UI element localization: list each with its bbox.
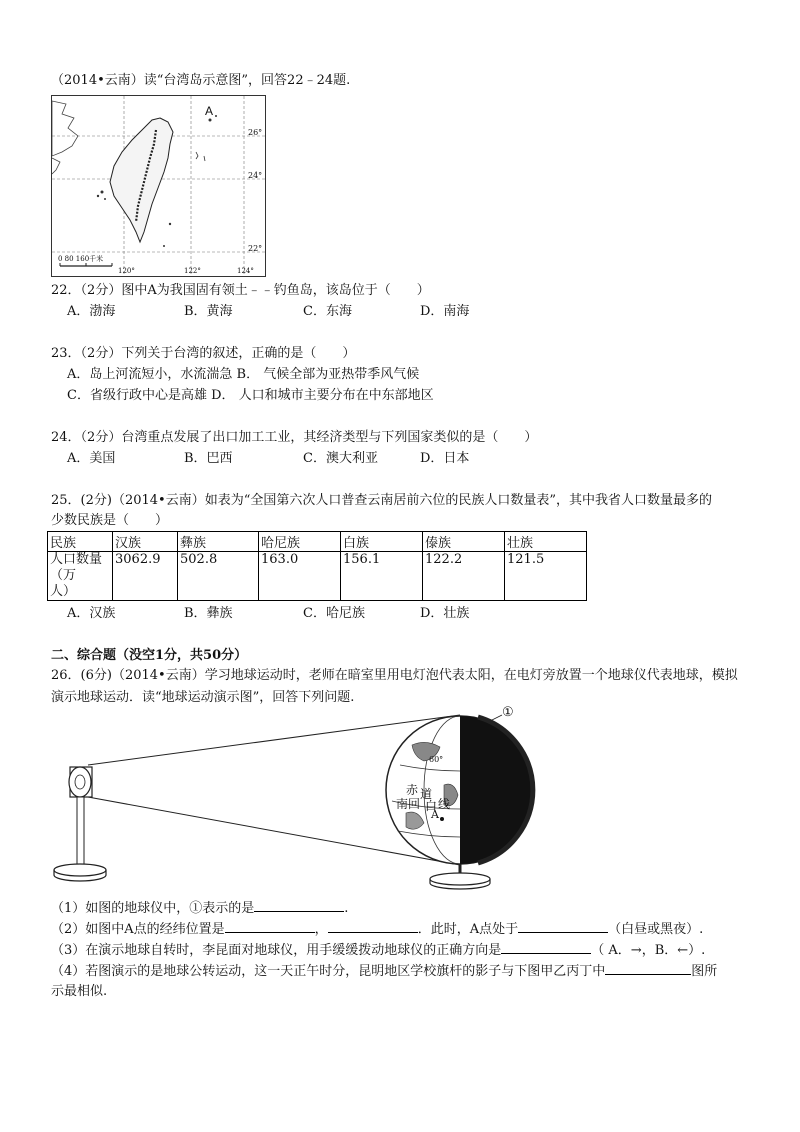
table-header-cell: 傣族 — [423, 532, 505, 552]
earth-motion-drawing — [40, 705, 560, 890]
q25-stem-2: 少数民族是（ ） — [51, 513, 169, 528]
point-a-label: A — [205, 104, 214, 118]
answer-blank-2c[interactable] — [518, 920, 608, 933]
answer-blank-1[interactable] — [254, 899, 344, 912]
table-row-label — [48, 552, 113, 601]
label-tropic: 南回 — [396, 797, 421, 811]
q26-sub2-comma: ， — [314, 922, 328, 937]
q23-option-line-1[interactable]: A．岛上河流短小，水流湍急 B． 气候全部为亚热带季风气候 — [67, 367, 420, 382]
lon-label-122: 122° — [184, 267, 201, 275]
taiwan-island — [110, 118, 173, 242]
table-cell: 122.2 — [423, 552, 505, 601]
lat-label-22: 22° — [248, 244, 263, 253]
label-equator-1: 赤 — [406, 783, 419, 797]
table-row — [48, 552, 587, 601]
taiwan-map-drawing — [52, 96, 265, 276]
answer-blank-4[interactable] — [605, 962, 691, 975]
answer-blank-3[interactable] — [501, 941, 591, 954]
q25-stem-1: 25．(2分)（2014•云南）如表为“全国第六次人口普查云南居前六位的民族人口数量表”，其中我省人口数量最多的 — [51, 493, 713, 508]
q26-stem-1: 26．(6分)（2014•云南）学习地球运动时，老师在暗室里用电灯泡代表太阳，在电灯旁放置一个地球仪代表地球，模拟 — [51, 668, 738, 683]
marker-pointer — [490, 715, 502, 721]
q22-option-a[interactable]: A．渤海 — [67, 304, 116, 319]
population-table — [47, 531, 587, 601]
q26-sub2-text: （2）如图中A点的经纬位置是 — [51, 922, 225, 937]
table-cell: 121.5 — [505, 552, 587, 601]
lamp-pole — [77, 797, 84, 865]
table-header-cell: 哈尼族 — [259, 532, 341, 552]
point-a — [440, 817, 444, 821]
q22-option-d[interactable]: D．南海 — [420, 304, 470, 319]
mainland-coast — [52, 101, 78, 156]
q23-stem: 23．（2分）下列关于台湾的叙述，正确的是（ ） — [51, 346, 356, 361]
diaoyu-island — [209, 119, 212, 122]
taiwan-map — [51, 95, 266, 277]
q26-sub1-text: （1）如图的地球仪中，①表示的是 — [51, 901, 255, 916]
q24-option-d[interactable]: D．日本 — [420, 451, 470, 466]
q24-stem: 24．（2分）台湾重点发展了出口加工工业，其经济类型与下列国家类似的是（ ） — [51, 430, 538, 445]
table-header-cell: 白族 — [341, 532, 423, 552]
answer-blank-2b[interactable] — [328, 920, 418, 933]
q26-sub3-end: （ A．→，B．←）. — [591, 943, 706, 958]
table-header-cell: 彝族 — [178, 532, 259, 552]
q22-option-b[interactable]: B．黄海 — [184, 304, 233, 319]
answer-blank-2a[interactable] — [225, 920, 315, 933]
globe-base — [430, 873, 490, 885]
table-header-cell: 壮族 — [505, 532, 587, 552]
globe-night-side — [460, 716, 534, 864]
q26-stem-2: 演示地球运动．读“地球运动演示图”，回答下列问题. — [51, 690, 355, 705]
label-60-deg: 60° — [429, 755, 444, 764]
table-header-cell: 汉族 — [113, 532, 178, 552]
section-2-heading: 二、综合题（没空1分，共50分） — [51, 648, 248, 663]
lon-label-124: 124° — [237, 267, 254, 275]
q26-sub2-end: （白昼或黑夜）. — [608, 922, 704, 937]
marker-1-label: ① — [502, 705, 514, 720]
q22-option-c[interactable]: C．东海 — [303, 304, 352, 319]
q26-sub2-mid: ．此时，A点处于 — [417, 922, 519, 937]
table-header-cell: 民族 — [48, 532, 113, 552]
penghu-island — [101, 191, 104, 194]
table-cell: 3062.9 — [113, 552, 178, 601]
q24-option-a[interactable]: A．美国 — [67, 451, 116, 466]
q25-option-c[interactable]: C．哈尼族 — [303, 606, 365, 621]
q25-option-a[interactable]: A．汉族 — [67, 606, 116, 621]
lat-label-24: 24° — [248, 171, 263, 180]
q24-option-b[interactable]: B．巴西 — [184, 451, 233, 466]
q26-sub2 — [51, 920, 703, 939]
q26-sub4-text: （4）若图演示的是地球公转运动，这一天正午时分，昆明地区学校旗杆的影子与下图甲乙丙丁中 — [51, 964, 606, 979]
lamp-base — [54, 864, 106, 876]
lon-label-120: 120° — [118, 267, 135, 275]
intro-text: （2014•云南）读“台湾岛示意图”，回答22﹣24题. — [51, 73, 351, 88]
table-header-row — [48, 532, 587, 552]
q26-sub1 — [51, 899, 348, 918]
label-equator-2: 道 — [420, 787, 433, 801]
earth-motion-figure — [40, 705, 560, 890]
label-point-a: A — [431, 808, 439, 821]
table-cell: 502.8 — [178, 552, 259, 601]
scale-label: 0 80 160千米 — [58, 255, 104, 263]
q26-sub1-end: . — [344, 901, 349, 916]
q23-option-line-2[interactable]: C．省级行政中心是高雄 D． 人口和城市主要分布在中东部地区 — [67, 388, 434, 403]
table-cell: 156.1 — [341, 552, 423, 601]
lat-label-26: 26° — [248, 128, 263, 137]
q26-sub4 — [51, 962, 717, 981]
q25-option-d[interactable]: D．壮族 — [420, 606, 470, 621]
q26-sub3-text: （3）在演示地球自转时，李昆面对地球仪，用手缓缓拨动地球仪的正确方向是 — [51, 943, 502, 958]
q24-option-c[interactable]: C．澳大利亚 — [303, 451, 378, 466]
q25-option-b[interactable]: B．彝族 — [184, 606, 233, 621]
q22-stem: 22．（2分）图中A为我国固有领土﹣﹣钓鱼岛，该岛位于（ ） — [51, 283, 430, 298]
q26-sub3 — [51, 941, 705, 960]
table-cell: 163.0 — [259, 552, 341, 601]
label-bai: 白 — [425, 799, 438, 813]
label-xian: 线 — [438, 797, 451, 811]
row-label-line-1: 人口数量（万 — [50, 552, 103, 583]
q26-sub4-end: 图所 — [691, 964, 718, 979]
q26-sub4-cont: 示最相似. — [51, 984, 108, 999]
row-label-line-2: 人） — [50, 584, 77, 599]
